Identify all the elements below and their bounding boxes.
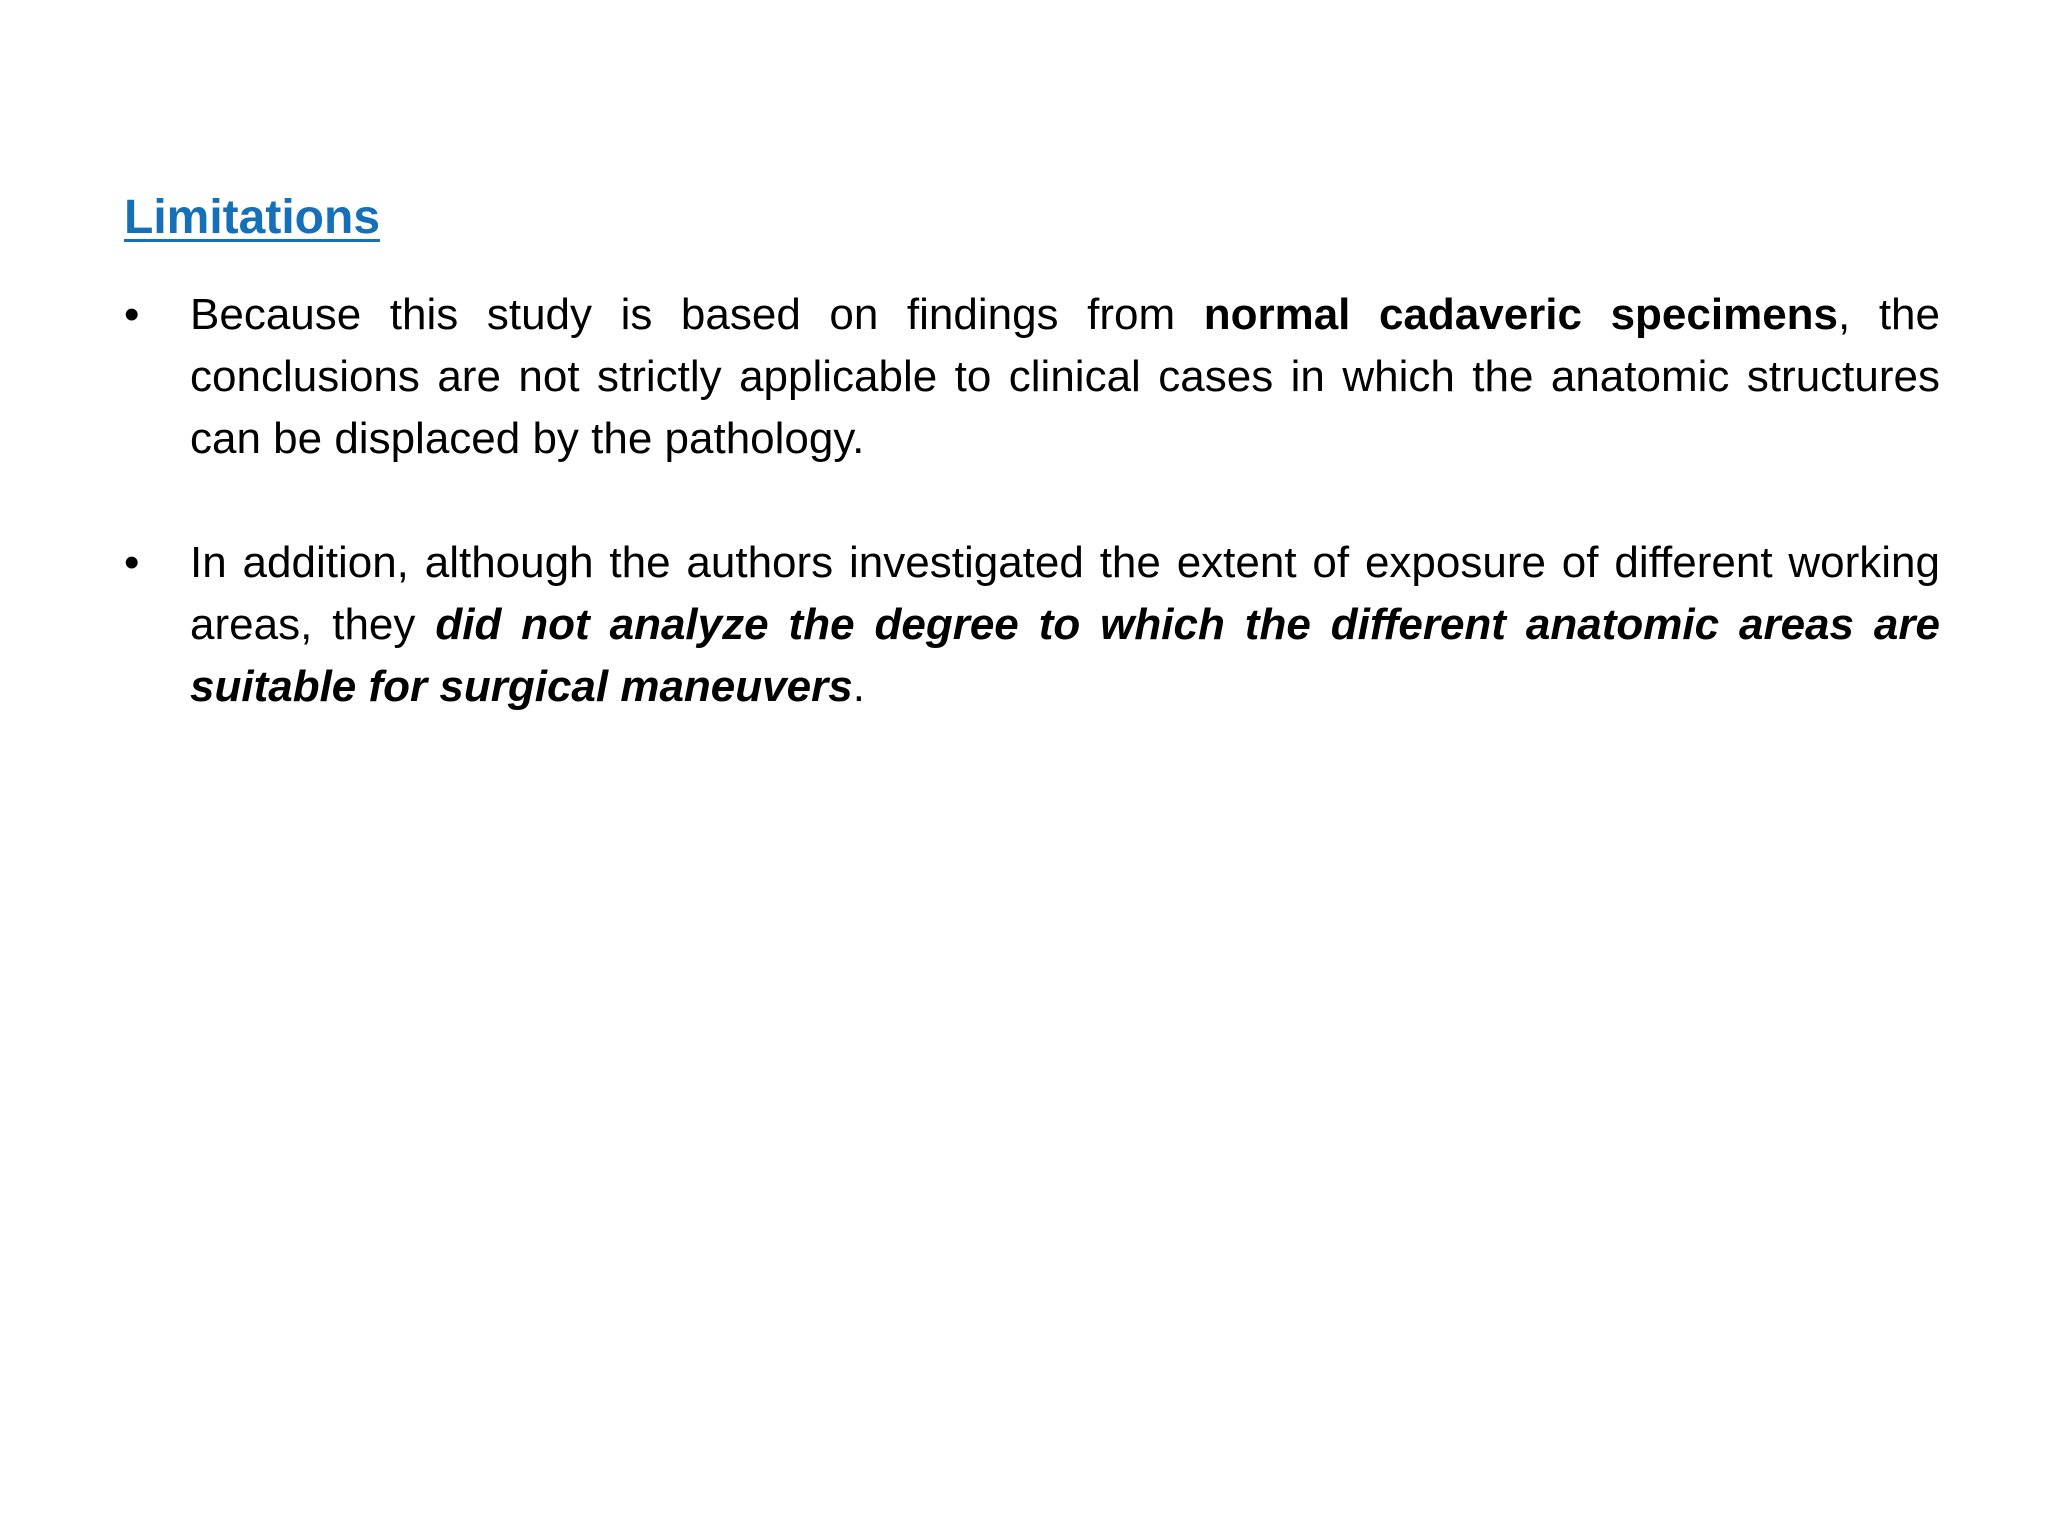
bullet-list	[124, 284, 1940, 780]
bullet-text-end: , the conclusions are not strictly applicable to clinical cases in which the anatomic structures can be displaced by the pathology.	[190, 290, 1940, 463]
bullet-dot-icon: •	[124, 290, 140, 339]
bullet-text	[190, 284, 1940, 470]
bullet-emphasis: did not analyze the degree to which the different anatomic areas are suitable for surgical maneuvers	[190, 600, 1940, 711]
bullet-text-start: Because this study is based on findings from	[190, 290, 1204, 339]
bullet-dot-icon: •	[124, 538, 140, 587]
bullet-text-start: In addition, although the authors investigated the extent of exposure of different working areas, they	[190, 538, 1940, 649]
bullet-text	[190, 532, 1940, 718]
bullet-item-limitation-2	[124, 532, 1940, 718]
bullet-text-end: .	[852, 662, 865, 711]
bullet-item-limitation-1	[124, 284, 1940, 470]
bullet-emphasis: normal cadaveric specimens	[1203, 290, 1839, 339]
slide-title: Limitations	[124, 191, 381, 244]
